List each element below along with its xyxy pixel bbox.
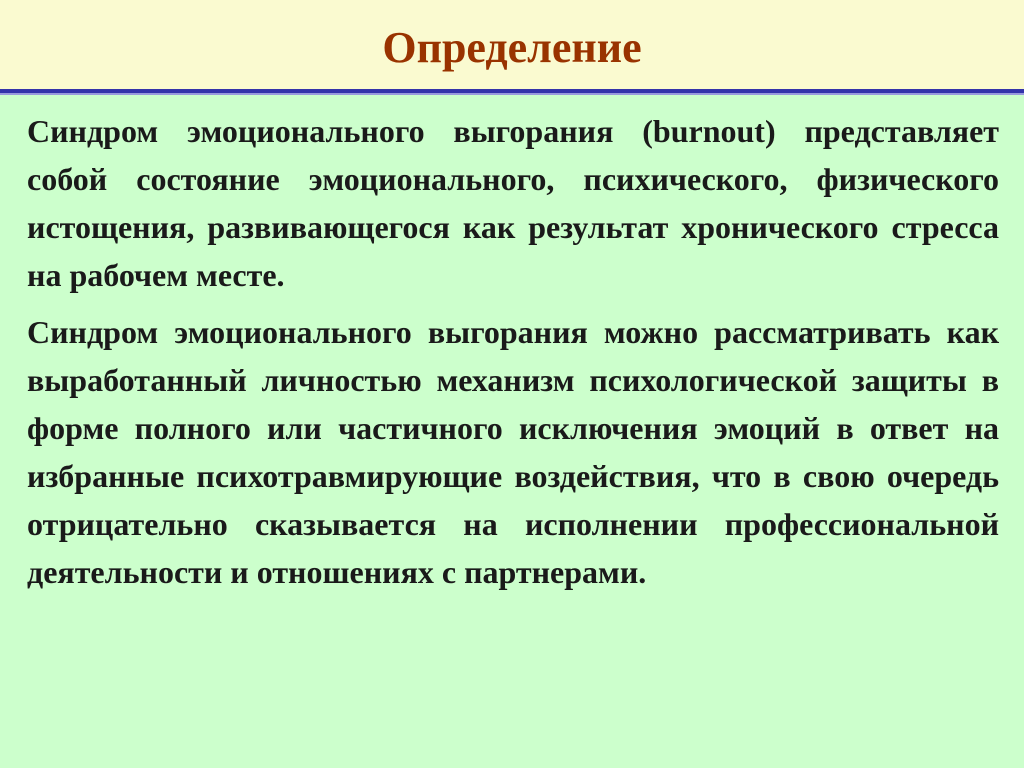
definition-paragraph-2: Синдром эмоционального выгорания можно рассматривать как выработанный личностью механизм психологической защиты в форме полного или частичного исключения эмоций в ответ на избранные психотравмирующие воздействия, что в свою очередь отрицательно сказывается на исполнении профессиональной деятельности и отношениях с партнерами. [27,314,999,590]
slide-body [27,107,999,605]
title-band [0,0,1024,89]
definition-paragraph-1: Синдром эмоционального выгорания (burnout) представляет собой состояние эмоционального, психического, физического истощения, развивающегося как результат хронического стресса на рабочем месте. [27,113,999,293]
title-divider-shadow [0,93,1024,95]
slide-title: Определение [382,23,642,72]
